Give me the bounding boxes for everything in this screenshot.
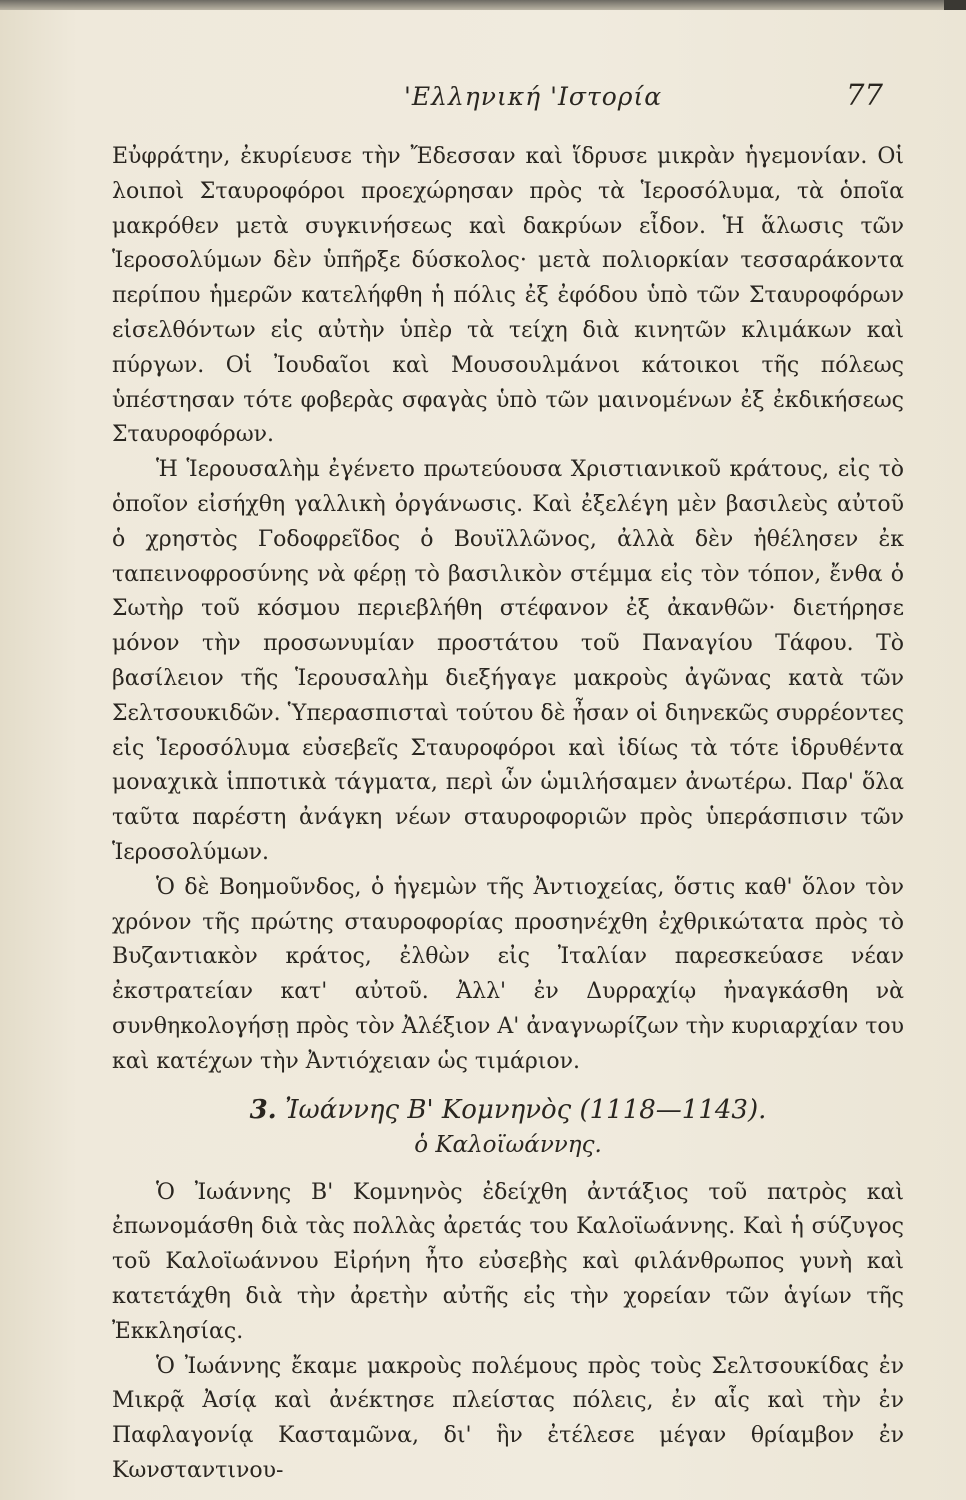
- section-number: 3.: [249, 1094, 277, 1125]
- section-heading: [112, 1092, 904, 1128]
- paragraph-1: Εὐφράτην, ἐκυρίευσε τὴν Ἔδεσσαν καὶ ἵδρυσε μικρὰν ἡγεμονίαν. Οἱ λοιποὶ Σταυροφόροι προεχώρησαν πρὸς τὰ Ἱεροσόλυμα, τὰ ὁποῖα μακρόθεν μετὰ συγκινήσεως καὶ δακρύων εἶδον. Ἡ ἅλωσις τῶν Ἱεροσολύμων δὲν ὑπῆρξε δύσκολος· μετὰ πολιορκίαν τεσσαράκοντα περίπου ἡμερῶν κατελήφθη ἡ πόλις ἐξ ἐφόδου ὑπὸ τῶν Σταυροφόρων εἰσελθόντων εἰς αὐτὴν ὑπὲρ τὰ τείχη διὰ κινητῶν κλιμάκων καὶ πύργων. Οἱ Ἰουδαῖοι καὶ Μουσουλμάνοι κάτοικοι τῆς πόλεως ὑπέστησαν τότε φοβερὰς σφαγὰς ὑπὸ τῶν μαινομένων ἐξ ἐκδικήσεως Σταυροφόρων.: [112, 144, 904, 448]
- section-subtitle: ὁ Καλοϊωάννης.: [414, 1131, 602, 1158]
- page-number: 77: [846, 78, 883, 112]
- paragraph-2: Ἡ Ἱερουσαλὴμ ἐγένετο πρωτεύουσα Χριστιανικοῦ κράτους, εἰς τὸ ὁποῖον εἰσήχθη γαλλικὴ ὀργάνωσις. Καὶ ἐξελέγη μὲν βασιλεὺς αὐτοῦ ὁ χρηστὸς Γοδοφρεῖδος ὁ Βουϊλλῶνος, ἀλλὰ δὲν ἠθέλησεν ἐκ ταπεινοφροσύνης νὰ φέρῃ τὸ βασιλικὸν στέμμα εἰς τὸν τόπον, ἔνθα ὁ Σωτὴρ τοῦ κόσμου περιεβλήθη στέφανον ἐξ ἀκανθῶν· διετήρησε μόνον τὴν προσωνυμίαν προστάτου τοῦ Παναγίου Τάφου. Τὸ βασίλειον τῆς Ἱερουσαλὴμ διεξήγαγε μακροὺς ἀγῶνας κατὰ τῶν Σελτσουκιδῶν. Ὑπερασπισταὶ τούτου δὲ ἦσαν οἱ διηνεκῶς συρρέοντες εἰς Ἱεροσόλυμα εὐσεβεῖς Σταυροφόροι καὶ ἰδίως τὰ τότε ἱδρυθέντα μοναχικὰ ἱπποτικὰ τάγματα, περὶ ὧν ὡμιλήσαμεν ἀνωτέρω. Παρ' ὅλα ταῦτα παρέστη ἀνάγκη νέων σταυροφοριῶν πρὸς ὑπεράσπισιν τῶν Ἱεροσολύμων.: [112, 457, 904, 865]
- section-title: Ἰωάννης Β' Κομνηνὸς (1118—1143).: [285, 1094, 767, 1125]
- paragraph-3: Ὁ δὲ Βοημοῦνδος, ὁ ἡγεμὼν τῆς Ἀντιοχείας, ὅστις καθ' ὅλον τὸν χρόνον τῆς πρώτης σταυροφορίας προσηνέχθη ἐχθρικώτατα πρὸς τὸ Βυζαντιακὸν κράτος, ἐλθὼν εἰς Ἰταλίαν παρεσκεύασε νέαν ἐκστρατείαν κατ' αὐτοῦ. Ἀλλ' ἐν Δυρραχίῳ ἠναγκάσθη νὰ συνθηκολογήσῃ πρὸς τὸν Ἀλέξιον Α' ἀναγνωρίζων τὴν κυριαρχίαν του καὶ κατέχων τὴν Ἀντιόχειαν ὡς τιμάριον.: [112, 874, 904, 1074]
- page-header: [0, 78, 966, 122]
- book-top-edge: [0, 0, 966, 10]
- paragraph-5: Ὁ Ἰωάννης ἔκαμε μακροὺς πολέμους πρὸς τοὺς Σελτσουκίδας ἐν Μικρᾷ Ἀσίᾳ καὶ ἀνέκτησε πλείστας πόλεις, ἐν αἷς καὶ τὴν ἐν Παφλαγονίᾳ Κασταμῶνα, δι' ἣν ἐτέλεσε μέγαν θρίαμβον ἐν Κωνσταντινου-: [112, 1353, 904, 1483]
- paragraph-4: Ὁ Ἰωάννης Β' Κομνηνὸς ἐδείχθη ἀντάξιος τοῦ πατρὸς καὶ ἐπωνομάσθη διὰ τὰς πολλὰς ἀρετάς του Καλοϊωάννης. Καὶ ἡ σύζυγος τοῦ Καλοϊωάννου Εἰρήνη ἦτο εὐσεβὴς καὶ φιλάνθρωπος γυνὴ καὶ κατετάχθη διὰ τὴν ἀρετὴν αὐτῆς εἰς τὴν χορείαν τῶν ἁγίων τῆς Ἐκκλησίας.: [112, 1179, 904, 1344]
- running-title: 'Ελληνική 'Ιστορία: [404, 82, 663, 111]
- body-text: [112, 140, 904, 1489]
